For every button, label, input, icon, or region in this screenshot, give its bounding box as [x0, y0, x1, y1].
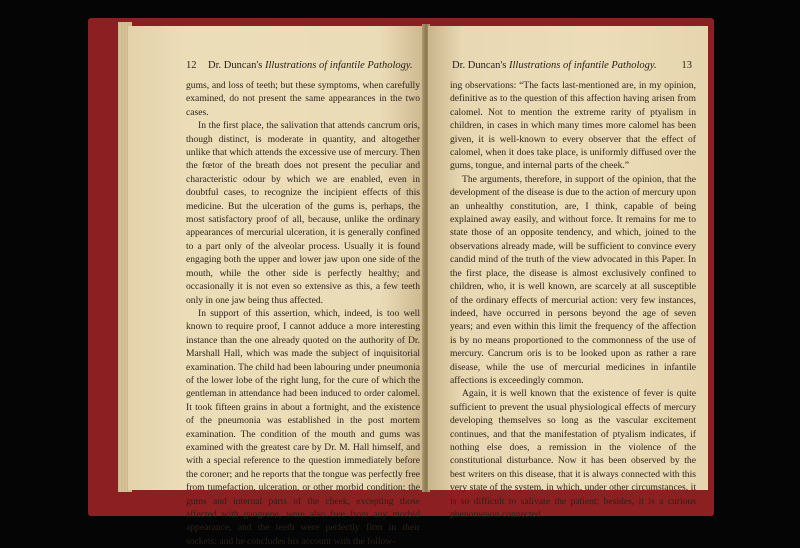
- left-paragraph-2: In the first place, the salivation that attends cancrum oris, though distinct, is moderate in quantity, and altogether unlike that which attends the excessive use of mercury. Then the fœtor of the breath does not present the peculiar and characteristic odour by which we are enabled, even in doubtful cases, to recognize the incipient effects of this medicine. But the ulceration of the gums is, perhaps, the most satisfactory proof of all, because, unlike the ordinary appearances of mercurial ulceration, it is generally confined to a part only of the alveolar process. Usually it is found engaging both the upper and lower jaw upon one side of the mouth, while the other side is perfectly healthy; and occasionally it is not even so extensive as this, a few teeth only in one jaw being thus affected.: [186, 120, 420, 306]
- right-page: [428, 26, 708, 520]
- left-running-head-title: Illustrations of infantile Pathology.: [265, 60, 413, 71]
- left-paragraph-3: In support of this assertion, which, indeed, is too well known to require proof, I cannot adduce a more interesting instance than the one already quoted on the authority of Dr. Marshall Hall, which was made the subject of inquisitorial examination. The child had been labouring under pneumonia of the lower lobe of the right lung, for the cure of which the gentleman in attendance had been induced to order calomel. It took fifteen grains in about a fortnight, and the existence of the pneumonia was established in the post mortem examination. The condition of the mouth and gums was examined with the greatest care by Dr. M. Hall himself, and with a special reference to the question immediately before the coroner; and he reports that the tongue was perfectly free from tumefaction, ulceration, or other morbid condition; the gums and internal parts of the cheek, excepting those affected with gangrene, were also free from any morbid appearance, and the teeth were perfectly firm in their sockets: and he concludes his account with the follow-: [186, 307, 420, 547]
- left-running-head-prefix: Dr. Duncan's: [208, 60, 266, 71]
- left-paragraph-1: gums, and loss of teeth; but these symptoms, when carefully examined, do not present the same appearances in the two cases.: [186, 80, 420, 118]
- right-body-text: [450, 79, 696, 521]
- right-running-head-prefix: Dr. Duncan's: [452, 60, 510, 71]
- left-body-text: [186, 79, 420, 548]
- right-paragraph-2: The arguments, therefore, in support of the opinion, that the development of the disease is due to the action of mercury upon an unhealthy constitution, are, I think, capable of being explained away easily, and without force. It remains for me to state those of an opposite tendency, and which, joined to the observations already made, will be sufficient to convince every candid mind of the truth of the view advocated in this Paper. In the first place, the disease is almost exclusively confined to children, who, it is well known, are scarcely at all susceptible of the ordinary effects of mercurial action: very few instances, indeed, have occurred in persons beyond the age of seven years; and even within this limit the frequency of the affection is by no means proportioned to the commonness of the use of mercury. Cancrum oris is to be looked upon as rather a rare disease, while the use of mercurial medicines in infantile affections is exceedingly common.: [450, 173, 696, 386]
- right-page-number: 13: [681, 60, 692, 71]
- left-page-number: 12: [186, 60, 197, 71]
- right-running-head-title: Illustrations of infantile Pathology.: [509, 60, 657, 71]
- right-paragraph-1: ing observations: “The facts last-mentioned are, in my opinion, definitive as to the question of this affection having arisen from calomel. Not to mention the extreme rarity of ptyalism in children, in cases in which many times more calomel has been given, it is well-known to every observer that the effect of calomel, when it does take place, is uniformly diffused over the gums, tongue, and internal parts of the cheek.”: [450, 80, 696, 172]
- left-page: [128, 26, 424, 547]
- right-paragraph-3: Again, it is well known that the existence of fever is quite sufficient to prevent the usual physiological effects of mercury developing themselves so long as the vascular excitement continues, and that the manifestation of ptyalism indicates, if nothing else does, a remission in the violence of the constitutional disturbance. Now it has been observed by the best writers on this disease, that it is always connected with this very state of the system, in which, under other circumstances, it is so difficult to salivate the patient; besides, it is a curious phenomenon connected: [450, 388, 696, 520]
